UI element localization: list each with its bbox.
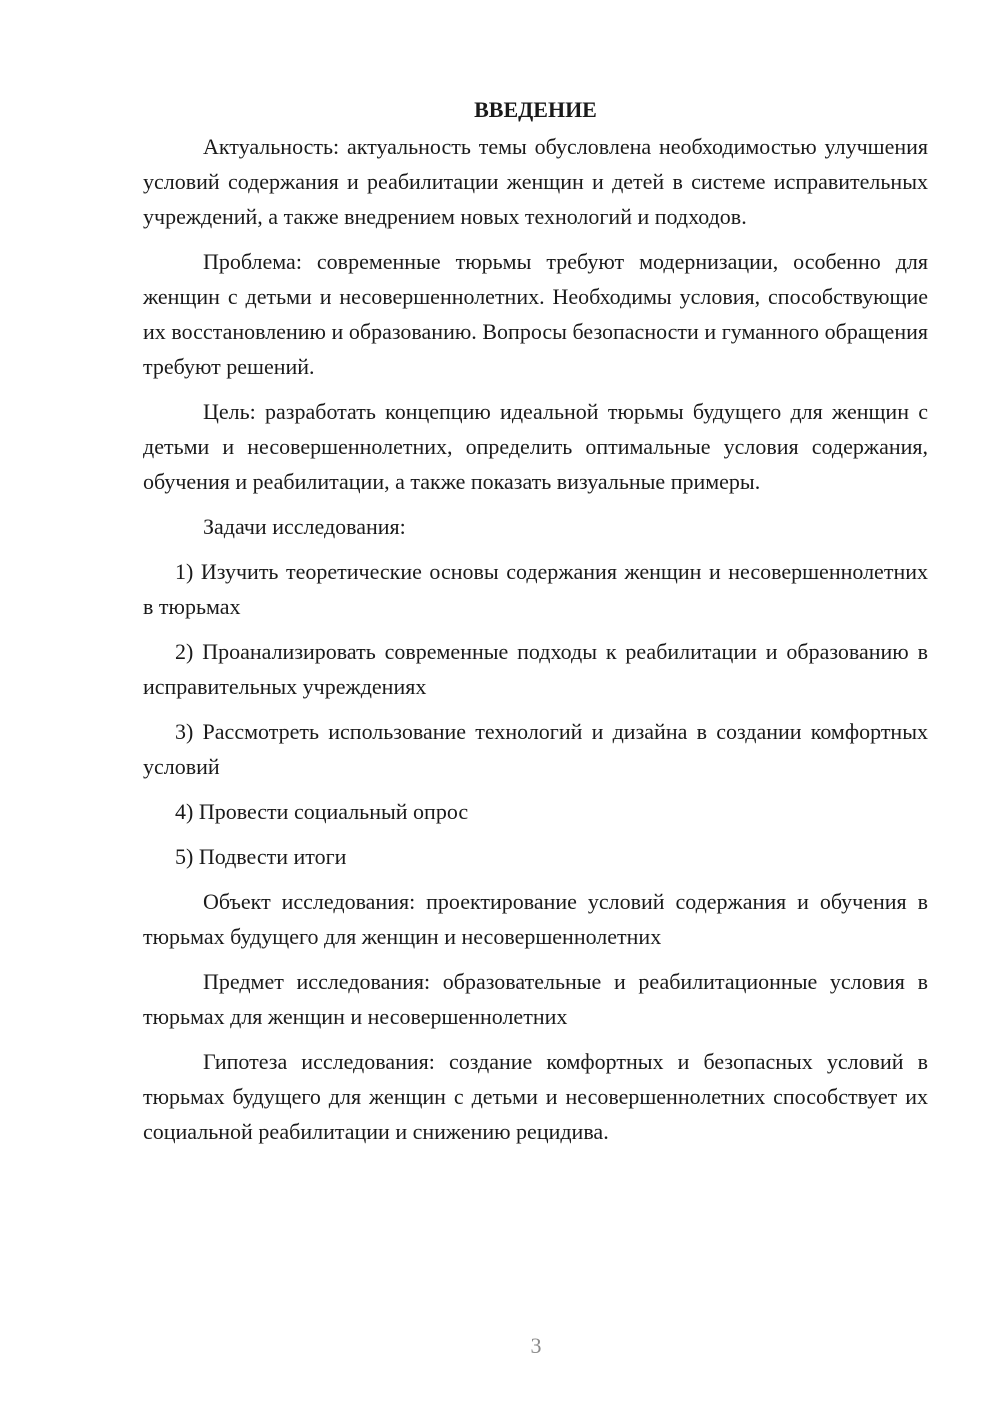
section-title: ВВЕДЕНИЕ [474,97,597,122]
paragraph-goal: Цель: разработать концепцию идеальной тюрьмы будущего для женщин с детьми и несовершеннолетних, определить оптимальные условия содержания, обучения и реабилитации, а также показать визуальные примеры. [143,399,928,494]
document-page [143,92,928,1159]
task-item-2: 2) Проанализировать современные подходы к реабилитации и образованию в исправительных учреждениях [143,639,928,699]
page-number: 3 [530,1333,542,1358]
task-item-3: 3) Рассмотреть использование технологий и дизайна в создании комфортных условий [143,719,928,779]
task-item-4: 4) Провести социальный опрос [175,799,469,824]
tasks-heading: Задачи исследования: [203,514,406,539]
paragraph-object: Объект исследования: проектирование условий содержания и обучения в тюрьмах будущего для женщин и несовершеннолетних [143,889,928,949]
paragraph-subject: Предмет исследования: образовательные и реабилитационные условия в тюрьмах для женщин и несовершеннолетних [143,969,928,1029]
paragraph-relevance: Актуальность: актуальность темы обусловлена необходимостью улучшения условий содержания и реабилитации женщин и детей в системе исправительных учреждений, а также внедрением новых технологий и подходов. [143,134,928,229]
task-item-1: 1) Изучить теоретические основы содержания женщин и несовершеннолетних в тюрьмах [143,559,928,619]
task-item-5: 5) Подвести итоги [175,844,347,869]
paragraph-hypothesis: Гипотеза исследования: создание комфортных и безопасных условий в тюрьмах будущего для женщин с детьми и несовершеннолетних способствует их социальной реабилитации и снижению рецидива. [143,1049,928,1144]
paragraph-problem: Проблема: современные тюрьмы требуют модернизации, особенно для женщин с детьми и несовершеннолетних. Необходимы условия, способствующие их восстановлению и образованию. Вопросы безопасности и гуманного обращения требуют решений. [143,249,928,379]
